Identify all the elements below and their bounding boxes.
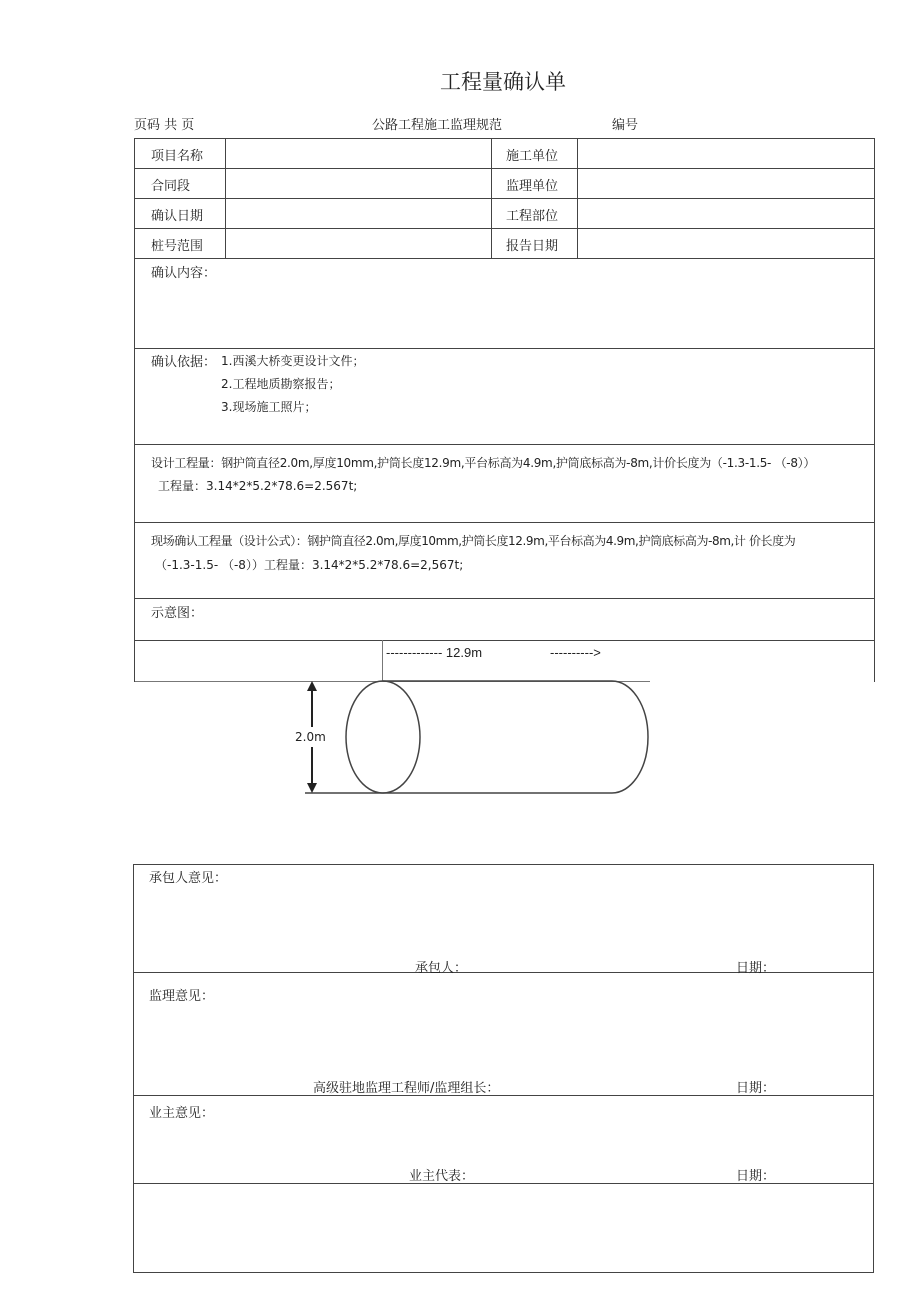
owner-opinion-label: 业主意见： bbox=[149, 1106, 215, 1121]
contractor-opinion-label: 承包人意见： bbox=[149, 871, 228, 886]
design-quantity-result: 工程量：3.14*2*5.2*78.6=2.567t; bbox=[158, 479, 358, 493]
supervisor-opinion-label: 监理意见： bbox=[149, 989, 215, 1004]
diameter-label: 2.0m bbox=[295, 730, 326, 744]
label-constructor: 施工单位 bbox=[506, 149, 559, 164]
supervisor-date: 日期： bbox=[736, 1081, 776, 1096]
basis-item: 3.现场施工照片； bbox=[221, 400, 317, 414]
label-confirm-date: 确认日期 bbox=[151, 209, 204, 224]
supervisor-signer: 高级驻地监理工程师/监理组长： bbox=[313, 1081, 500, 1096]
length-arrow: ----------> bbox=[550, 645, 601, 660]
label-stake-range: 桩号范围 bbox=[151, 239, 204, 254]
contractor-signer: 承包人： bbox=[415, 961, 468, 976]
site-quantity-result: （-1.3-1.5- （-8））工程量：3.14*2*5.2*78.6=2,567t; bbox=[155, 558, 464, 572]
page-count: 页码 共 页 bbox=[134, 118, 195, 133]
label-supervisor: 监理单位 bbox=[506, 179, 559, 194]
label-project-name: 项目名称 bbox=[151, 149, 204, 164]
length-label: ------------- 12.9m bbox=[386, 645, 483, 660]
doc-number: 编号 bbox=[612, 118, 639, 133]
basis-item: 1.西溪大桥变更设计文件； bbox=[221, 354, 365, 368]
spec-name: 公路工程施工监理规范 bbox=[372, 118, 503, 133]
content-label: 确认内容： bbox=[151, 266, 217, 281]
basis-item: 2.工程地质勘察报告； bbox=[221, 377, 341, 391]
site-quantity: 现场确认工程量（设计公式）：钢护筒直径2.0m,厚度10mm,护筒长度12.9m,平台标高为4.9m,护筒底标高为-8m,计 价长度为 bbox=[151, 534, 796, 548]
design-quantity: 设计工程量：钢护筒直径2.0m,厚度10mm,护筒长度12.9m,平台标高为4.9m,护筒底标高为-8m,计价长度为（-1.3-1.5- （-8）） bbox=[151, 456, 816, 470]
label-report-date: 报告日期 bbox=[506, 239, 559, 254]
diagram-label: 示意图： bbox=[151, 606, 204, 621]
owner-date: 日期： bbox=[736, 1169, 776, 1184]
basis-label: 确认依据： bbox=[151, 355, 217, 370]
label-contract: 合同段 bbox=[151, 179, 191, 194]
page-title: 工程量确认单 bbox=[440, 70, 566, 94]
label-part: 工程部位 bbox=[506, 209, 559, 224]
contractor-date: 日期： bbox=[736, 961, 776, 976]
owner-signer: 业主代表： bbox=[409, 1169, 475, 1184]
